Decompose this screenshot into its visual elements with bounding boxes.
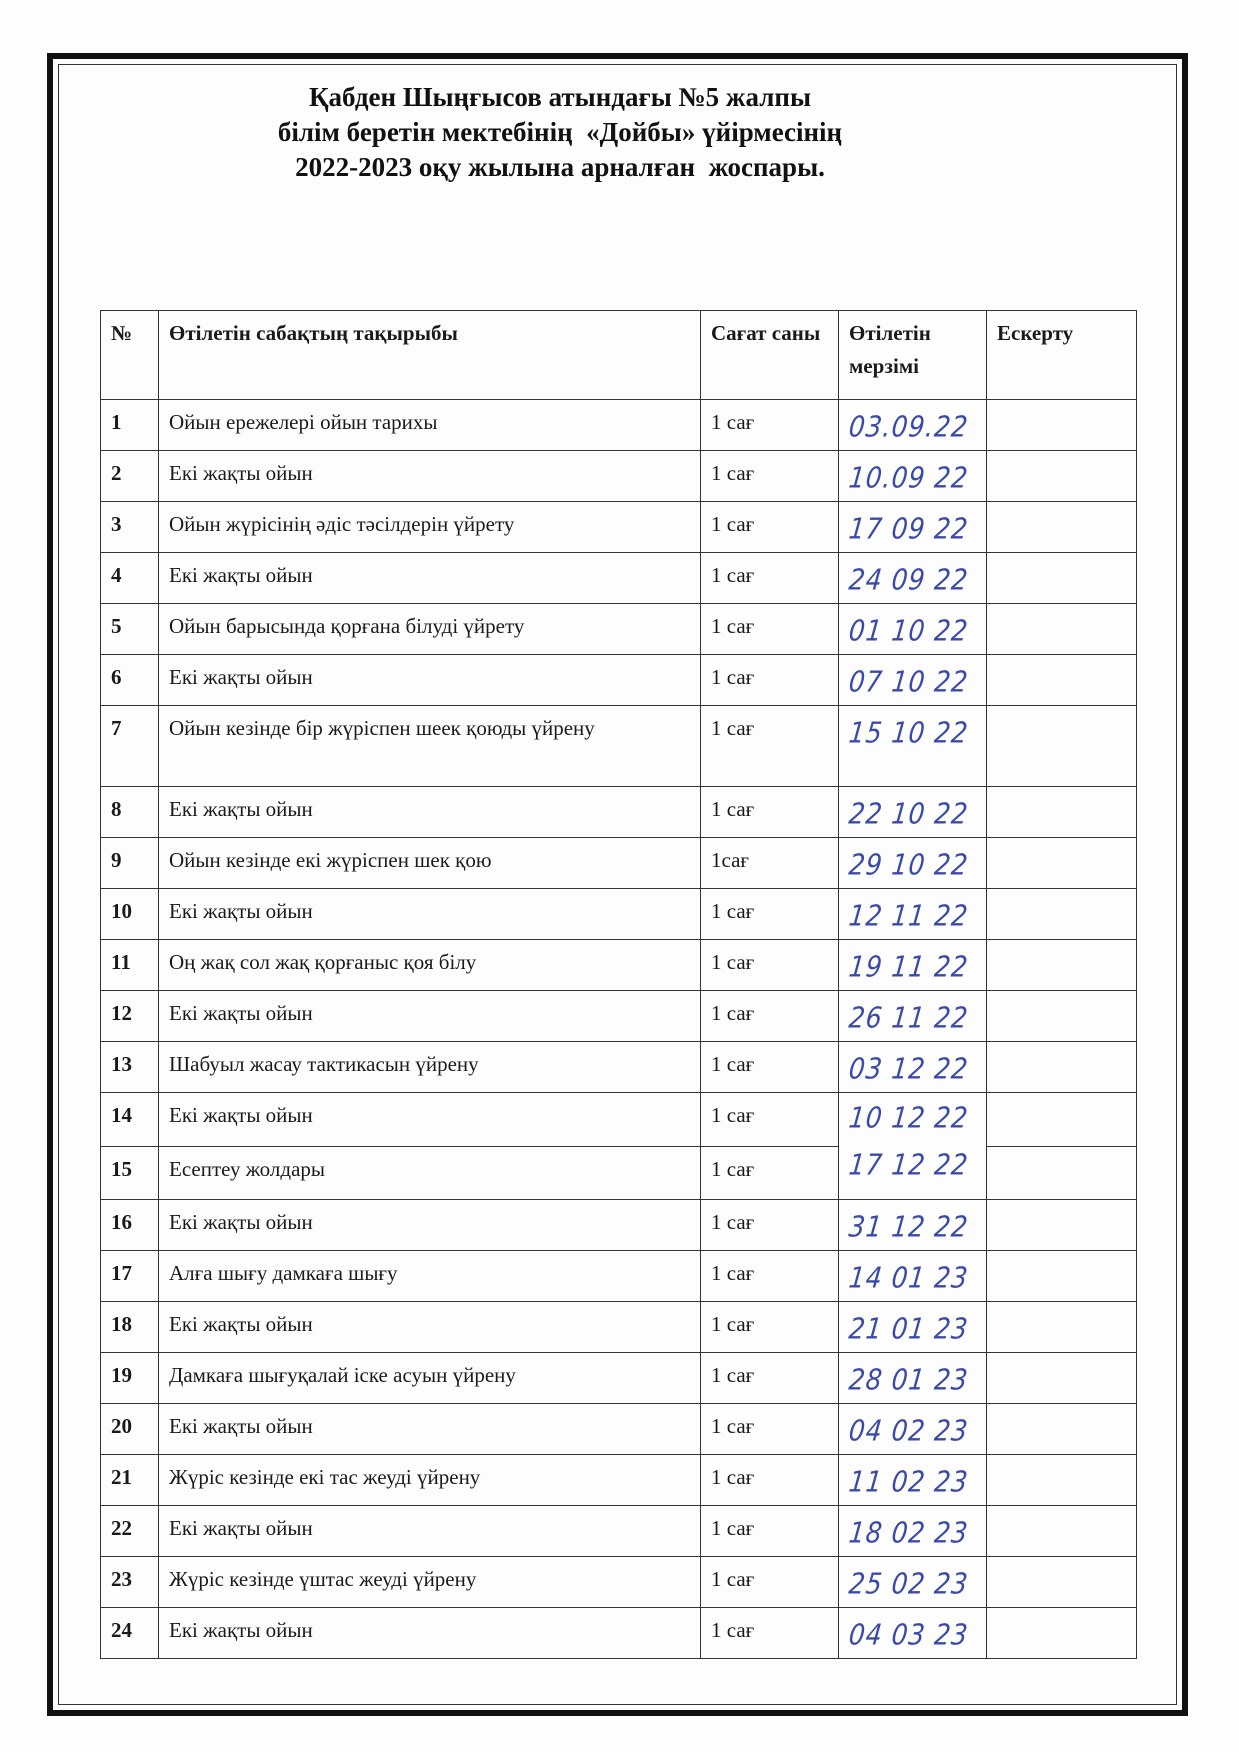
table-row (101, 1251, 1137, 1302)
document-title (180, 80, 940, 185)
table-row (101, 1455, 1137, 1506)
title-line-3: 2022-2023 оқу жылына арналған жоспары. (295, 152, 825, 182)
row-number: 18 (101, 1302, 159, 1353)
table-row (101, 604, 1137, 655)
handwritten-date: 03.09.22 (847, 409, 971, 444)
row-hours: 1 сағ (701, 1042, 839, 1093)
table-header-row (101, 311, 1137, 400)
row-number: 22 (101, 1506, 159, 1557)
row-topic: Ойын ережелері ойын тарихы (159, 400, 701, 451)
row-date (839, 1404, 987, 1455)
header-number: № (101, 311, 159, 400)
row-hours: 1 сағ (701, 400, 839, 451)
row-date (839, 940, 987, 991)
table-row (101, 451, 1137, 502)
row-topic: Екі жақты ойын (159, 655, 701, 706)
handwritten-date: 26 11 22 (847, 1000, 971, 1035)
row-date (839, 1353, 987, 1404)
header-date: Өтілетін мерзімі (839, 311, 987, 400)
row-note (987, 1506, 1137, 1557)
header-topic: Өтілетін сабақтың тақырыбы (159, 311, 701, 400)
row-topic: Екі жақты ойын (159, 451, 701, 502)
row-note (987, 1200, 1137, 1251)
row-note (987, 604, 1137, 655)
table-row (101, 787, 1137, 838)
handwritten-date: 31 12 22 (847, 1209, 971, 1244)
row-hours: 1 сағ (701, 787, 839, 838)
row-note (987, 400, 1137, 451)
row-date (839, 502, 987, 553)
table-row (101, 1042, 1137, 1093)
row-note (987, 706, 1137, 787)
row-hours: 1 сағ (701, 1251, 839, 1302)
row-number: 5 (101, 604, 159, 655)
row-topic: Оң жақ сол жақ қорғаныс қоя білу (159, 940, 701, 991)
row-topic: Екі жақты ойын (159, 1302, 701, 1353)
handwritten-date: 18 02 23 (847, 1515, 971, 1550)
row-hours: 1 сағ (701, 1455, 839, 1506)
row-note (987, 451, 1137, 502)
row-hours: 1 сағ (701, 940, 839, 991)
row-note (987, 991, 1137, 1042)
lesson-plan-table (100, 310, 1137, 1659)
handwritten-date: 19 11 22 (847, 949, 971, 984)
row-note (987, 502, 1137, 553)
row-date (839, 1455, 987, 1506)
row-topic: Екі жақты ойын (159, 991, 701, 1042)
row-hours: 1сағ (701, 838, 839, 889)
row-number: 21 (101, 1455, 159, 1506)
row-topic: Ойын кезінде екі жүріспен шек қою (159, 838, 701, 889)
table-row (101, 1506, 1137, 1557)
row-date (839, 1608, 987, 1659)
handwritten-date: 07 10 22 (847, 664, 971, 699)
row-number: 20 (101, 1404, 159, 1455)
row-note (987, 1608, 1137, 1659)
handwritten-date: 17 09 22 (847, 511, 971, 546)
row-note (987, 553, 1137, 604)
row-date (839, 604, 987, 655)
table-row (101, 655, 1137, 706)
row-topic: Жүріс кезінде екі тас жеуді үйрену (159, 1455, 701, 1506)
row-date (839, 400, 987, 451)
row-hours: 1 сағ (701, 1146, 839, 1200)
row-hours: 1 сағ (701, 1302, 839, 1353)
handwritten-date: 11 02 23 (847, 1464, 971, 1499)
row-hours: 1 сағ (701, 1404, 839, 1455)
row-note (987, 838, 1137, 889)
table-row (101, 838, 1137, 889)
row-note (987, 655, 1137, 706)
table-row (101, 1608, 1137, 1659)
handwritten-date: 04 03 23 (847, 1617, 971, 1652)
row-note (987, 1302, 1137, 1353)
row-note (987, 1251, 1137, 1302)
row-hours: 1 сағ (701, 502, 839, 553)
handwritten-date: 28 01 23 (847, 1362, 971, 1397)
row-number: 24 (101, 1608, 159, 1659)
row-date (839, 1042, 987, 1093)
row-number: 15 (101, 1146, 159, 1200)
table-row (101, 1093, 1137, 1147)
row-note (987, 1042, 1137, 1093)
row-date (839, 991, 987, 1042)
row-hours: 1 сағ (701, 991, 839, 1042)
row-hours: 1 сағ (701, 1557, 839, 1608)
table-row (101, 400, 1137, 451)
row-note (987, 1557, 1137, 1608)
row-note (987, 1455, 1137, 1506)
row-hours: 1 сағ (701, 604, 839, 655)
handwritten-date: 10.09 22 (847, 460, 971, 495)
table-row (101, 991, 1137, 1042)
row-topic: Ойын кезінде бір жүріспен шеек қоюды үйрену (159, 706, 701, 787)
row-note (987, 940, 1137, 991)
row-date (839, 1557, 987, 1608)
title-line-2: білім беретін мектебінің «Дойбы» үйірмесінің (277, 117, 843, 147)
handwritten-date: 29 10 22 (847, 847, 971, 882)
row-hours: 1 сағ (701, 553, 839, 604)
table-row (101, 1404, 1137, 1455)
row-number: 2 (101, 451, 159, 502)
row-date (839, 1506, 987, 1557)
row-topic: Жүріс кезінде үштас жеуді үйрену (159, 1557, 701, 1608)
row-topic: Екі жақты ойын (159, 787, 701, 838)
row-date (839, 451, 987, 502)
row-number: 14 (101, 1093, 159, 1147)
row-topic: Екі жақты ойын (159, 1200, 701, 1251)
row-number: 16 (101, 1200, 159, 1251)
row-topic: Шабуыл жасау тактикасын үйрену (159, 1042, 701, 1093)
handwritten-date: 21 01 23 (847, 1311, 971, 1346)
row-note (987, 1093, 1137, 1147)
row-number: 19 (101, 1353, 159, 1404)
table-row (101, 940, 1137, 991)
row-topic: Ойын барысында қорғана білуді үйрету (159, 604, 701, 655)
row-hours: 1 сағ (701, 655, 839, 706)
row-date (839, 655, 987, 706)
row-topic: Екі жақты ойын (159, 553, 701, 604)
row-topic: Екі жақты ойын (159, 1404, 701, 1455)
row-hours: 1 сағ (701, 1608, 839, 1659)
title-line-1: Қабден Шыңғысов атындағы №5 жалпы (308, 82, 812, 112)
row-number: 6 (101, 655, 159, 706)
row-number: 1 (101, 400, 159, 451)
handwritten-date: 25 02 23 (847, 1566, 971, 1601)
table-row (101, 889, 1137, 940)
table-row (101, 1353, 1137, 1404)
table-row (101, 706, 1137, 787)
handwritten-date: 03 12 22 (847, 1051, 971, 1086)
table-row (101, 1557, 1137, 1608)
row-hours: 1 сағ (701, 1093, 839, 1147)
row-hours: 1 сағ (701, 1200, 839, 1251)
row-number: 4 (101, 553, 159, 604)
row-date (839, 787, 987, 838)
row-number: 3 (101, 502, 159, 553)
row-topic: Ойын жүрісінің әдіс тәсілдерін үйрету (159, 502, 701, 553)
row-note (987, 1146, 1137, 1200)
row-note (987, 1404, 1137, 1455)
row-number: 7 (101, 706, 159, 787)
handwritten-date: 15 10 22 (847, 715, 971, 750)
row-hours: 1 сағ (701, 1506, 839, 1557)
row-number: 23 (101, 1557, 159, 1608)
row-date (839, 1251, 987, 1302)
row-number: 17 (101, 1251, 159, 1302)
row-date (839, 553, 987, 604)
row-number: 12 (101, 991, 159, 1042)
row-number: 11 (101, 940, 159, 991)
row-note (987, 787, 1137, 838)
row-number: 13 (101, 1042, 159, 1093)
row-topic: Есептеу жолдары (159, 1146, 701, 1200)
row-topic: Екі жақты ойын (159, 1506, 701, 1557)
table-row (101, 502, 1137, 553)
row-topic: Дамкаға шығуқалай іске асуын үйрену (159, 1353, 701, 1404)
row-hours: 1 сағ (701, 889, 839, 940)
row-number: 8 (101, 787, 159, 838)
handwritten-date: 22 10 22 (847, 796, 971, 831)
handwritten-date: 04 02 23 (847, 1413, 971, 1448)
row-date (839, 1302, 987, 1353)
table-row (101, 553, 1137, 604)
handwritten-date: 10 12 22 (847, 1100, 971, 1135)
row-hours: 1 сағ (701, 1353, 839, 1404)
header-note: Ескерту (987, 311, 1137, 400)
table-row (101, 1200, 1137, 1251)
header-hours: Сағат саны (701, 311, 839, 400)
row-date (839, 889, 987, 940)
row-topic: Екі жақты ойын (159, 1608, 701, 1659)
handwritten-date: 01 10 22 (847, 613, 971, 648)
table-row (101, 1302, 1137, 1353)
row-number: 10 (101, 889, 159, 940)
row-note (987, 1353, 1137, 1404)
row-date (839, 706, 987, 787)
row-topic: Екі жақты ойын (159, 1093, 701, 1147)
row-date (839, 1200, 987, 1251)
row-hours: 1 сағ (701, 706, 839, 787)
row-topic: Алға шығу дамкаға шығу (159, 1251, 701, 1302)
handwritten-date: 17 12 22 (847, 1147, 971, 1182)
handwritten-date: 14 01 23 (847, 1260, 971, 1295)
row-date (839, 838, 987, 889)
row-number: 9 (101, 838, 159, 889)
row-hours: 1 сағ (701, 451, 839, 502)
row-topic: Екі жақты ойын (159, 889, 701, 940)
handwritten-date: 24 09 22 (847, 562, 971, 597)
handwritten-date: 12 11 22 (847, 898, 971, 933)
row-date-merged (839, 1093, 987, 1200)
row-note (987, 889, 1137, 940)
